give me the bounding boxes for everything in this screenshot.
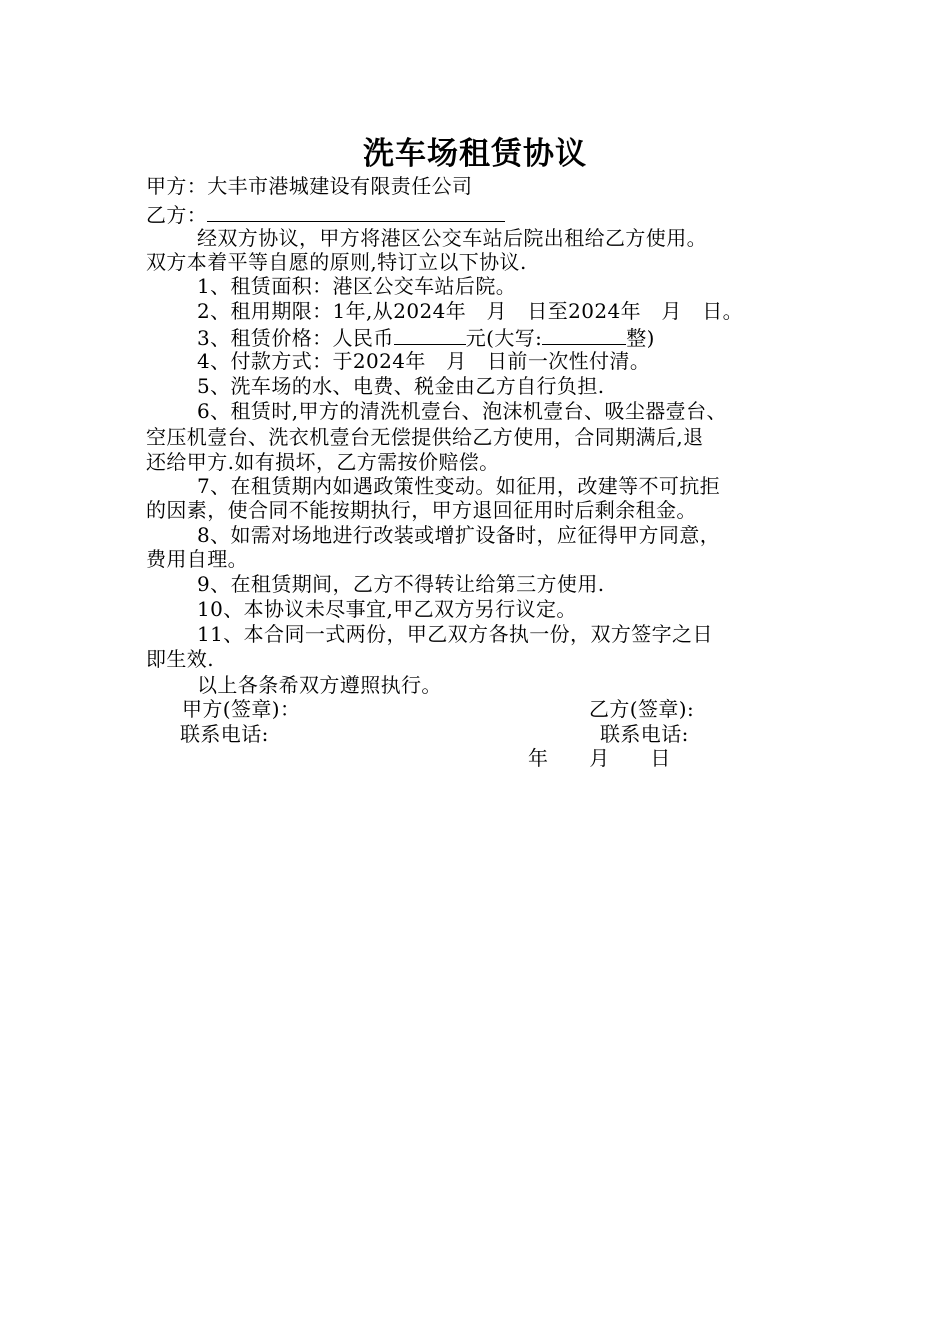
clause-3	[197, 324, 655, 350]
clause-6-line-3: 还给甲方.如有损坏，乙方需按价赔偿。	[146, 450, 500, 474]
clause-11-line-2: 即生效.	[146, 647, 214, 671]
clause-1: 1、租赁面积：港区公交车站后院。	[197, 274, 517, 298]
clause-10: 10、本协议未尽事宜,甲乙双方另行议定。	[197, 597, 577, 621]
clause-6-line-2: 空压机壹台、洗衣机壹台无偿提供给乙方使用，合同期满后,退	[146, 425, 704, 449]
party-a-phone: 联系电话:	[180, 722, 269, 746]
document-title: 洗车场租赁协议	[363, 136, 587, 172]
party-b-label: 乙方：	[146, 203, 208, 227]
clause-3-part-c: 整)	[626, 326, 655, 350]
clause-8-line-2: 费用自理。	[146, 547, 248, 571]
intro-line-2: 双方本着平等自愿的原则,特订立以下协议.	[146, 250, 527, 274]
clause-11-line-1: 11、本合同一式两份，甲乙双方各执一份，双方签字之日	[197, 622, 713, 646]
clause-5: 5、洗车场的水、电费、税金由乙方自行负担.	[197, 374, 605, 398]
clause-9: 9、在租赁期间，乙方不得转让给第三方使用.	[197, 572, 605, 596]
intro-line-1: 经双方协议，甲方将港区公交车站后院出租给乙方使用。	[197, 226, 707, 250]
closing-line: 以上各条希双方遵照执行。	[197, 673, 442, 697]
signing-date: 年 月 日	[528, 746, 671, 770]
party-b-blank	[207, 201, 505, 222]
price-uppercase-blank	[542, 324, 626, 345]
clause-7-line-1: 7、在租赁期内如遇政策性变动。如征用，改建等不可抗拒	[197, 474, 721, 498]
clause-8-line-1: 8、如需对场地进行改装或增扩设备时，应征得甲方同意，	[197, 523, 721, 547]
party-b-signature: 乙方(签章):	[589, 697, 695, 721]
party-a-signature: 甲方(签章)：	[182, 697, 301, 721]
party-a-line: 甲方：大丰市港城建设有限责任公司	[146, 174, 473, 198]
party-b-line	[146, 201, 505, 227]
clause-7-line-2: 的因素，使合同不能按期执行，甲方退回征用时后剩余租金。	[146, 498, 697, 522]
clause-2: 2、租用期限：1年,从2024年 月 日至2024年 月 日。	[197, 299, 744, 323]
clause-3-part-a: 3、租赁价格：人民币	[197, 326, 394, 350]
party-b-phone: 联系电话:	[600, 722, 689, 746]
price-blank	[394, 324, 466, 345]
clause-3-part-b: 元(大写:	[465, 326, 543, 350]
clause-6-line-1: 6、租赁时,甲方的清洗机壹台、泡沫机壹台、吸尘器壹台、	[197, 399, 727, 423]
clause-4: 4、付款方式：于2024年 月 日前一次性付清。	[197, 349, 651, 373]
